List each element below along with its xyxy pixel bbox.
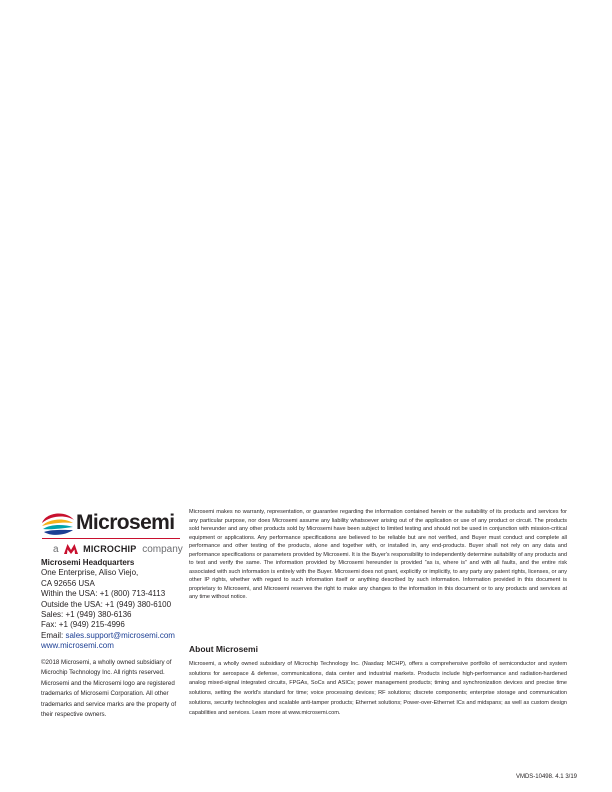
headquarters-contact [41, 558, 191, 652]
hq-website-link[interactable]: www.microsemi.com [41, 641, 114, 651]
about-body: Microsemi, a wholly owned subsidiary of Microchip Technology Inc. (Nasdaq: MCHP), offers a comprehensive portfolio of semiconductor and system solutions for aerospace & defense, communications, data center and industrial markets. Products include high-performance and radiation-hardened analog mixed-signal integrated circuits, FPGAs, SoCs and ASICs; power management products; timing and synchronization devices and precise time solutions, setting the world's standard for time; voice processing devices; RF solutions; discrete components; enterprise storage and communication solutions, security technologies and scalable anti-tamper products; Ethernet solutions; Power-over-Ethernet ICs and midspans; as well as custom design capabilities and services. Learn more at www.microsemi.com. [189, 661, 567, 716]
hq-phone-outside: Outside the USA: +1 (949) 380-6100 [41, 599, 172, 609]
tagline-suffix: company [142, 544, 183, 555]
legal-disclaimer: Microsemi makes no warranty, representation, or guarantee regarding the information contained herein or the suitability of its products and services for any particular purpose, nor does Microsemi assume any liability whatsoever arising out of the application or use of any product or circuit. The products sold hereunder and any other products sold by Microsemi have been subject to limited testing and should not be used in conjunction with mission-critical equipment or applications. Any performance specifications are believed to be reliable but are not verified, and Buyer must conduct and complete all performance and other testing of the products, alone and together with, or installed in, any end-products. Buyer shall not rely on any data and performance specifications or parameters provided by Microsemi. It is the Buyer's responsibility to independently determine suitability of any products and to test and verify the same. The information provided by Microsemi hereunder is provided “as is, where is” and with all faults, and the entire risk associated with such information is entirely with the Buyer. Microsemi does not grant, explicitly or implicitly, to any party any patent rights, licenses, or any other IP rights, whether with regard to such information itself or anything described by such information. Information provided in this document is proprietary to Microsemi, and Microsemi reserves the right to make any changes to the information in this document or to any products and services at any time without notice. [189, 509, 567, 601]
hq-phone-usa: Within the USA: +1 (800) 713-4113 [41, 589, 166, 599]
hq-address-line2: CA 92656 USA [41, 578, 95, 588]
logo-divider [42, 538, 180, 539]
hq-email-row [41, 631, 191, 641]
tagline-brand: MICROCHIP [83, 544, 137, 554]
hq-email-label: Email: [41, 630, 64, 640]
document-number: VMDS-10498. 4.1 3/19 [515, 774, 577, 780]
hq-title: Microsemi Headquarters [41, 558, 135, 567]
hq-sales: Sales: +1 (949) 380-6136 [41, 610, 132, 620]
microsemi-swirl-icon [40, 509, 76, 539]
hq-address-line1: One Enterprise, Aliso Viejo, [41, 568, 139, 578]
microchip-tagline [53, 542, 183, 556]
logo-wordmark: Microsemi [76, 511, 175, 534]
hq-fax: Fax: +1 (949) 215-4996 [41, 620, 125, 630]
about-heading: About Microsemi [189, 644, 258, 654]
microsemi-logo [40, 509, 182, 539]
copyright-notice: ©2018 Microsemi, a wholly owned subsidiary of Microchip Technology Inc. All rights reserved. Microsemi and the Microsemi logo are registered trademarks of Microsemi Corporation. All other trademarks and service marks are the property of their respective owners. [41, 659, 177, 719]
microchip-logo-icon [64, 543, 78, 554]
hq-email-link[interactable]: sales.support@microsemi.com [65, 630, 175, 640]
tagline-prefix: a [53, 544, 59, 555]
